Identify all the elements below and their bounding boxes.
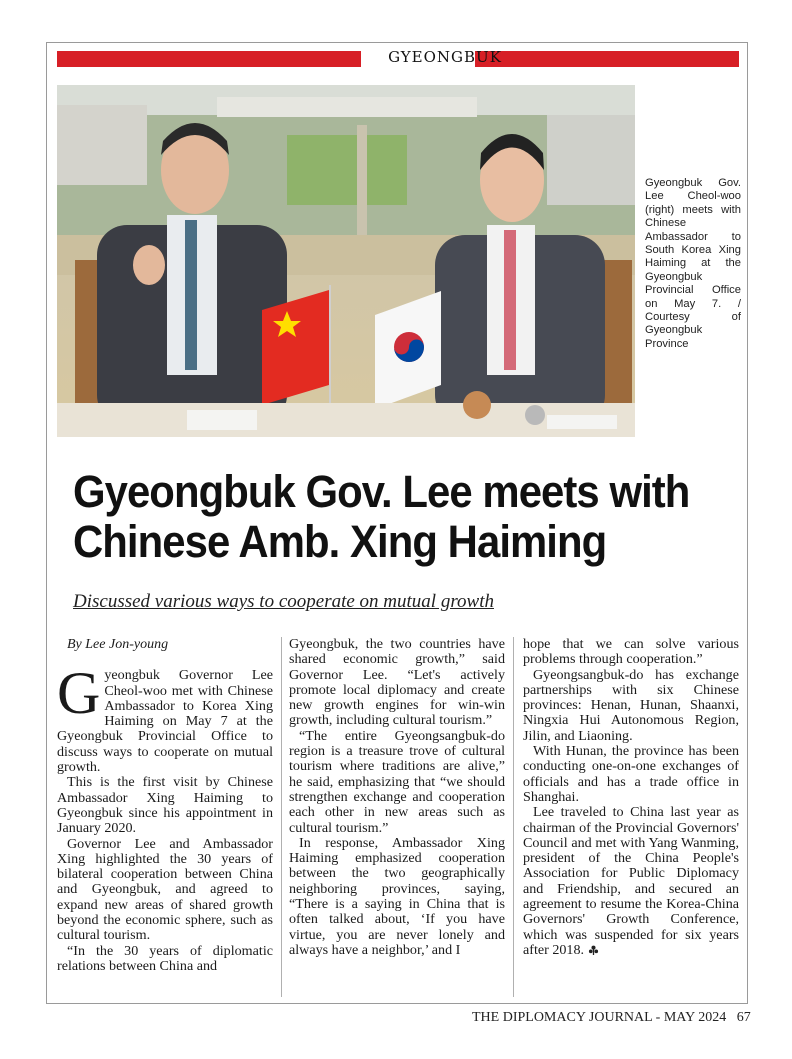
photo-caption: Gyeongbuk Gov. Lee Cheol-woo (right) meets with Chinese Ambassador to South Korea Xing Haiming at the Gyeongbuk Provincial Office on May 7. / Courtesy of Gyeongbuk Province [645, 177, 741, 350]
article-frame [46, 42, 748, 1004]
paragraph: hope that we can solve various problems through cooperation.” [523, 636, 739, 668]
paragraph [57, 660, 273, 776]
drop-cap: G [57, 660, 101, 727]
paragraph-text: yeongbuk Governor Lee Cheol-woo met with Chinese Ambassador to Korea Xing Haiming on May 7 at the Gyeongbuk Provincial Office to discuss ways to cooperate on mutual growth. [57, 667, 273, 776]
paragraph: “In the 30 years of diplomatic relations between China and [57, 942, 273, 974]
page-number: 67 [736, 1010, 751, 1025]
section-label: GYEONGBUK [388, 48, 502, 66]
publication-name: THE DIPLOMACY JOURNAL - MAY 2024 [472, 1010, 727, 1025]
section-bar-left [57, 51, 361, 67]
paragraph: Gyeongbuk, the two countries have shared economic growth,” said Governor Lee. “Let's actively promote local diplomacy and create new growth engines for win-win growth, including cultural tourism.” [289, 636, 505, 729]
paragraph-text: Lee traveled to China last year as chairman of the Provincial Governors' Council and met with Yang Wanming, president of the China People's Association for Public Diplomacy and Friendship, and secured an agreement to resume the Korea-China Governors' Growth Conference, which was suspended for six years after 2018. [523, 804, 739, 958]
article-column-1 [57, 637, 273, 974]
byline: By Lee Jon-young [67, 637, 169, 652]
article-column-3 [523, 637, 739, 958]
article-column-2 [289, 637, 505, 958]
end-mark-icon [588, 944, 599, 955]
column-rule [513, 637, 514, 997]
article-photo [57, 85, 635, 437]
page-footer [472, 1010, 751, 1026]
paragraph [523, 805, 739, 958]
subheadline: Discussed various ways to cooperate on mutual growth [73, 591, 494, 612]
paragraph: Governor Lee and Ambassador Xing highlighted the 30 years of bilateral cooperation between China and Gyeongbuk, and agreed to expand new areas of shared growth beyond the economic sphere, such as cultural tourism. [57, 835, 273, 944]
paragraph: “The entire Gyeongsangbuk-do region is a treasure trove of cultural tourism where traditions are alive,” he said, emphasizing that “we should strengthen exchange and cooperation each other in new areas such as cultural tourism.” [289, 727, 505, 836]
paragraph: With Hunan, the province has been conducting one-on-one exchanges of officials and has a trade office in Shanghai. [523, 743, 739, 805]
paragraph: In response, Ambassador Xing Haiming emphasized cooperation between the two geographically neighboring provinces, saying, “There is a saying in China that is often talked about, ‘If you have virtue, you are never lonely and always have a neighbor,’ and I [289, 834, 505, 958]
column-rule [281, 637, 282, 997]
paragraph: This is the first visit by Chinese Ambassador Xing Haiming to Gyeongbuk since his appointment in January 2020. [57, 774, 273, 837]
paragraph: Gyeongsangbuk-do has exchange partnerships with six Chinese provinces: Henan, Hunan, Shaanxi, Ningxia Hui Autonomous Region, Jilin, and Liaoning. [523, 666, 739, 744]
headline: Gyeongbuk Gov. Lee meets with Chinese Amb. Xing Haiming [73, 466, 690, 567]
